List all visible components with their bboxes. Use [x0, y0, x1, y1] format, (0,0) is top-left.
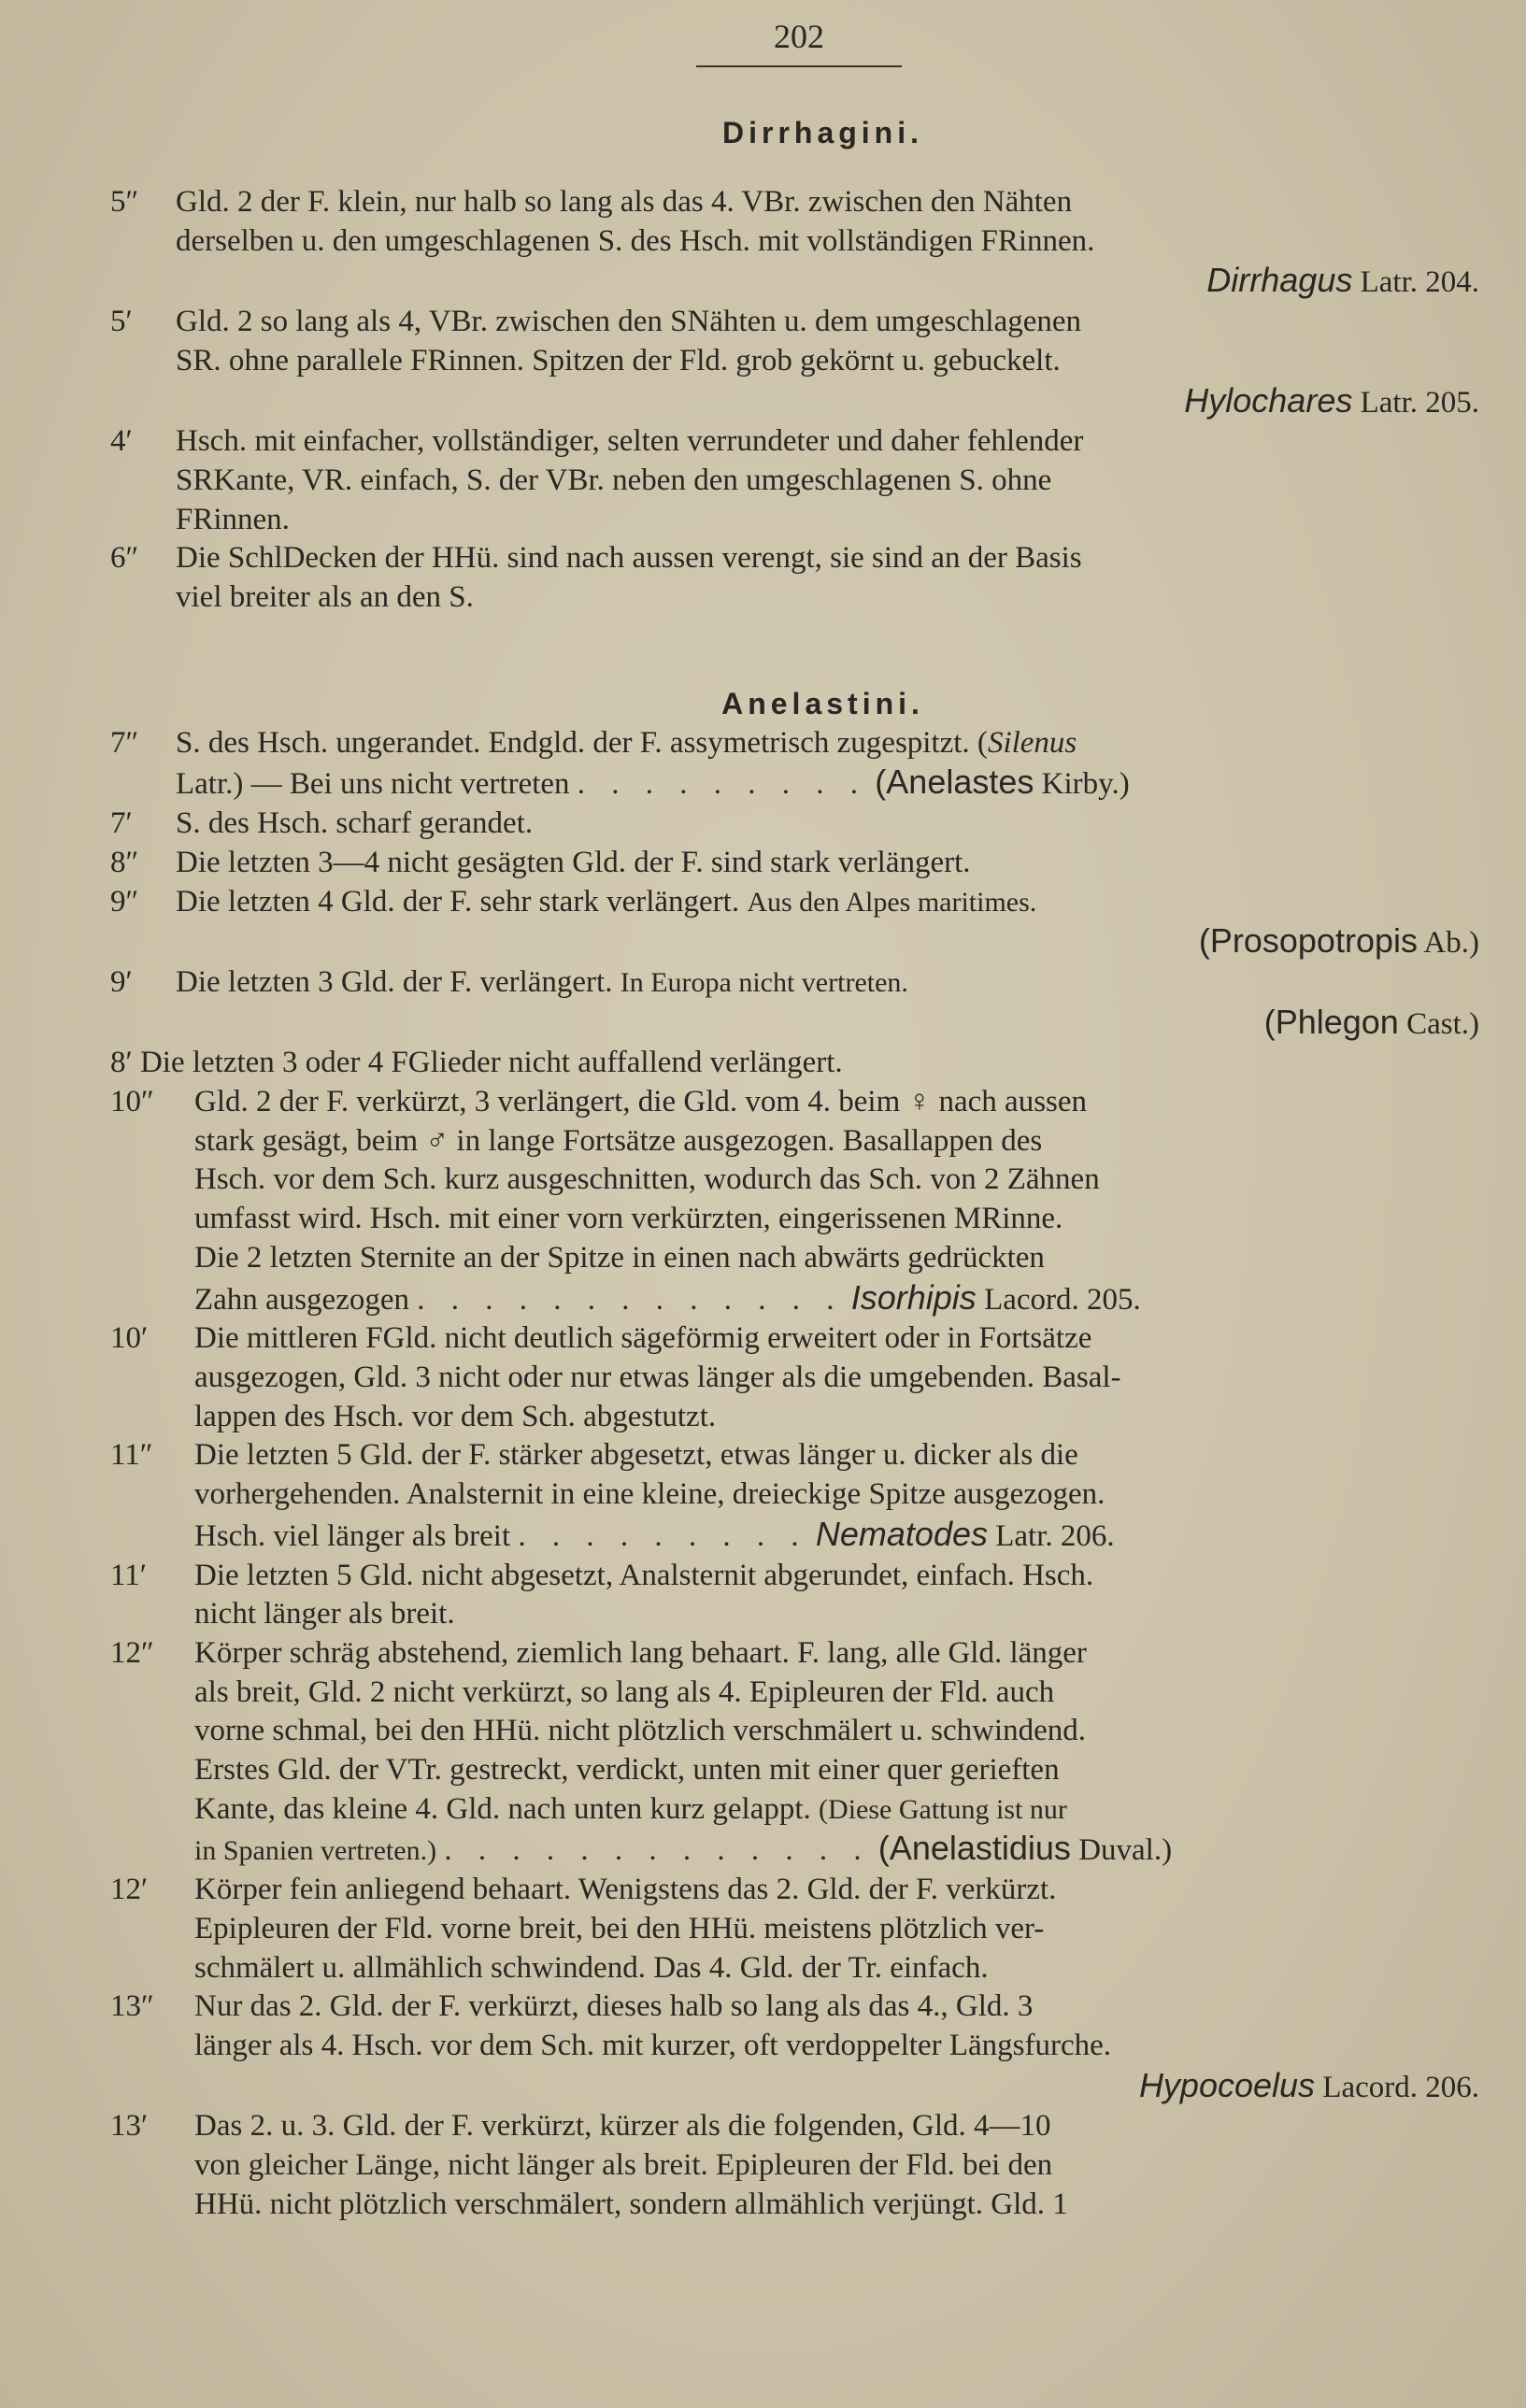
entry-number: 12″	[110, 1635, 154, 1670]
leader-dots: . . . . . . . . . . . . .	[417, 1282, 844, 1317]
key-entry	[110, 2107, 1479, 2224]
entry-number: 11′	[110, 1558, 147, 1592]
entry-note: in Spanien vertreten.)	[194, 1835, 437, 1867]
entry-number: 7′	[110, 806, 133, 841]
entry-number: 13″	[110, 1989, 154, 2024]
entry-number: 6″	[110, 541, 139, 576]
genus-author: Lacord. 205.	[984, 1282, 1141, 1317]
genus-author: Kirby.)	[1041, 767, 1130, 802]
entry-number: 11″	[110, 1438, 153, 1473]
entry-number: 9′	[110, 964, 133, 999]
section-heading-dirrhagini: Dirrhagini.	[721, 116, 923, 150]
key-entry	[110, 844, 1479, 883]
leader-dots: . . . . . . . . . . . . .	[444, 1833, 871, 1868]
key-entry	[110, 183, 1479, 303]
entry-line: länger als 4. Hsch. vor dem Sch. mit kurzer, oft verdoppelter Längsfurche.	[194, 2028, 1112, 2062]
entry-text: Latr.) — Bei uns nicht vertreten	[176, 767, 570, 802]
key-entry	[110, 539, 1479, 617]
entry-text: Kante, das kleine 4. Gld. nach unten kurz gelappt.	[194, 1791, 811, 1826]
key-entry	[110, 805, 1479, 844]
genus-name: (Anelastidius	[877, 1829, 1071, 1868]
entry-line	[110, 1044, 1479, 1083]
entry-note: (Diese Gattung ist nur	[819, 1793, 1067, 1825]
entry-number: 8′	[110, 1046, 133, 1080]
entry-line	[194, 1278, 1479, 1320]
entry-line: ausgezogen, Gld. 3 nicht oder nur etwas länger als die umgebenden. Basal-	[194, 1360, 1121, 1394]
entry-line: Die mittleren FGld. nicht deutlich sägeförmig erweitert oder in Fortsätze	[194, 1321, 1092, 1356]
genus-name: Dirrhagus	[1206, 261, 1353, 300]
entry-number: 9″	[110, 884, 139, 919]
entry-line: vorhergehenden. Analsternit in eine kleine, dreieckige Spitze ausgezogen.	[194, 1477, 1105, 1512]
genus-line	[176, 261, 1479, 303]
entry-line: Erstes Gld. der VTr. gestreckt, verdickt, unten mit einer quer gerieften	[194, 1753, 1060, 1788]
entry-line: Gld. 2 so lang als 4, VBr. zwischen den SNähten u. dem umgeschlagenen	[176, 305, 1082, 339]
genus-line	[176, 381, 1479, 423]
key-entry	[110, 724, 1479, 805]
entry-line: Gld. 2 der F. klein, nur halb so lang als das 4. VBr. zwischen den Nähten	[176, 185, 1073, 219]
entry-number: 8″	[110, 845, 139, 879]
entry-note: Aus den Alpes maritimes.	[747, 886, 1037, 918]
entry-line: lappen des Hsch. vor dem Sch. abgestutzt.	[194, 1399, 717, 1433]
entry-line: FRinnen.	[176, 502, 290, 536]
entry-number: 12′	[110, 1873, 149, 1907]
entry-number: 10′	[110, 1321, 149, 1356]
entry-line	[176, 724, 1479, 763]
entry-number: 5″	[110, 185, 139, 219]
entry-note: In Europa nicht vertreten.	[620, 966, 908, 998]
entry-line: Die letzten 5 Gld. der F. stärker abgesetzt, etwas länger u. dicker als die	[194, 1438, 1078, 1473]
entry-line: Die letzten 3—4 nicht gesägten Gld. der F. sind stark verlängert.	[176, 845, 971, 879]
genus-author: Lacord. 206.	[1322, 2070, 1479, 2104]
key-entry	[110, 1988, 1479, 2107]
entry-line: Die letzten 5 Gld. nicht abgesetzt, Analsternit abgerundet, einfach. Hsch.	[194, 1558, 1094, 1592]
leader-dots: . . . . . . . . .	[577, 767, 868, 802]
genus-author: Latr. 205.	[1360, 385, 1479, 420]
genus-author: Cast.)	[1406, 1006, 1479, 1041]
genus-name: Isorhipis	[850, 1277, 977, 1317]
entry-line: SR. ohne parallele FRinnen. Spitzen der Fld. grob gekörnt u. gebuckelt.	[176, 343, 1061, 378]
entry-number: 7″	[110, 725, 139, 760]
genus-name: (Anelastes	[875, 762, 1034, 802]
entry-line: Körper schräg abstehend, ziemlich lang behaart. F. lang, alle Gld. länger	[194, 1635, 1087, 1670]
entry-line: Epipleuren der Fld. vorne breit, bei den HHü. meistens plötzlich ver-	[194, 1911, 1045, 1945]
entry-line	[194, 1790, 1479, 1830]
entry-number: 10″	[110, 1085, 154, 1119]
entry-line: Körper fein anliegend behaart. Wenigstens das 2. Gld. der F. verkürzt.	[194, 1873, 1057, 1907]
genus-name: Nematodes	[815, 1514, 988, 1553]
entry-line: vorne schmal, bei den HHü. nicht plötzlich verschmälert u. schwindend.	[194, 1714, 1086, 1748]
entry-line: als breit, Gld. 2 nicht verkürzt, so lang als 4. Epipleuren der Fld. auch	[194, 1674, 1055, 1709]
entry-text: Zahn ausgezogen	[194, 1282, 409, 1317]
entry-line: Die SchlDecken der HHü. sind nach aussen verengt, sie sind an der Basis	[176, 541, 1082, 576]
genus-name: (Prosopotropis	[1198, 921, 1418, 961]
key-entry	[110, 1319, 1479, 1436]
entry-line: SRKante, VR. einfach, S. der VBr. neben den umgeschlagenen S. ohne	[176, 463, 1052, 497]
entry-text: S. des Hsch. ungerandet. Endgld. der F. assymetrisch zugespitzt. (	[176, 725, 988, 760]
entry-line: stark gesägt, beim ♂ in lange Fortsätze ausgezogen. Basallappen des	[194, 1123, 1043, 1158]
entry-line: schmälert u. allmählich schwindend. Das 4. Gld. der Tr. einfach.	[194, 1950, 989, 1985]
entry-line	[194, 1829, 1479, 1871]
entry-line: Hsch. mit einfacher, vollständiger, selten verrundeter und daher fehlender	[176, 424, 1084, 459]
section-heading-anelastini: Anelastini.	[721, 686, 924, 720]
entry-line: Das 2. u. 3. Gld. der F. verkürzt, kürzer als die folgenden, Gld. 4—10	[194, 2109, 1051, 2144]
key-entry	[110, 883, 1479, 963]
key-entry	[110, 1634, 1479, 1871]
genus-name: (Phlegon	[1263, 1002, 1399, 1041]
entry-text: Die letzten 4 Gld. der F. sehr stark verlängert.	[176, 884, 740, 919]
genus-name: Hylochares	[1184, 380, 1353, 420]
entry-number: 5′	[110, 305, 133, 339]
entry-line: derselben u. den umgeschlagenen S. des Hsch. mit vollständigen FRinnen.	[176, 223, 1095, 258]
entry-text: Hsch. viel länger als breit	[194, 1518, 511, 1553]
page-number: 202	[696, 17, 902, 67]
entry-number: 4′	[110, 424, 133, 459]
entry-text: Die letzten 3 oder 4 FGlieder nicht auffallend verlängert.	[139, 1046, 843, 1080]
entry-line: S. des Hsch. scharf gerandet.	[176, 806, 534, 841]
key-entry	[110, 303, 1479, 422]
entry-line	[176, 762, 1479, 805]
entry-line: nicht länger als breit.	[194, 1597, 455, 1631]
entry-line: umfasst wird. Hsch. mit einer vorn verkürzten, eingerissenen MRinne.	[194, 1202, 1063, 1236]
genus-author: Latr. 204.	[1360, 265, 1479, 300]
key-entry	[110, 963, 1479, 1044]
entry-line: Hsch. vor dem Sch. kurz ausgeschnitten, wodurch das Sch. von 2 Zähnen	[194, 1162, 1100, 1197]
key-entry	[110, 1557, 1479, 1634]
genus-author: Latr. 206.	[995, 1518, 1115, 1553]
genus-name: Hypocoelus	[1138, 2065, 1316, 2104]
entry-line: Nur das 2. Gld. der F. verkürzt, dieses halb so lang als das 4., Gld. 3	[194, 1989, 1034, 2024]
genus-author: Duval.)	[1078, 1833, 1173, 1868]
entry-number: 13′	[110, 2109, 149, 2144]
leader-dots: . . . . . . . . .	[518, 1518, 808, 1553]
key-entry	[110, 1436, 1479, 1556]
entry-line	[176, 883, 1479, 922]
entry-line	[194, 1515, 1479, 1557]
key-entry	[110, 422, 1479, 539]
entry-line	[176, 963, 1479, 1003]
entry-text: Die letzten 3 Gld. der F. verlängert.	[176, 964, 613, 999]
key-entry	[110, 1083, 1479, 1319]
genus-line	[176, 921, 1479, 963]
entry-line: HHü. nicht plötzlich verschmälert, sondern allmählich verjüngt. Gld. 1	[194, 2187, 1068, 2221]
entry-line: Gld. 2 der F. verkürzt, 3 verlängert, die Gld. vom 4. beim ♀ nach aussen	[194, 1085, 1088, 1119]
entry-line: von gleicher Länge, nicht länger als breit. Epipleuren der Fld. bei den	[194, 2148, 1053, 2183]
genus-line	[176, 1003, 1479, 1045]
key-entry	[110, 1871, 1479, 1988]
italic-genus: Silenus	[987, 725, 1077, 760]
entry-line: viel breiter als an den S.	[176, 580, 474, 615]
genus-author: Ab.)	[1423, 926, 1479, 961]
key-content	[110, 105, 1479, 2224]
key-entry	[110, 1044, 1479, 1083]
genus-line	[194, 2066, 1479, 2108]
entry-line: Die 2 letzten Sternite an der Spitze in einen nach abwärts gedrückten	[194, 1240, 1045, 1275]
